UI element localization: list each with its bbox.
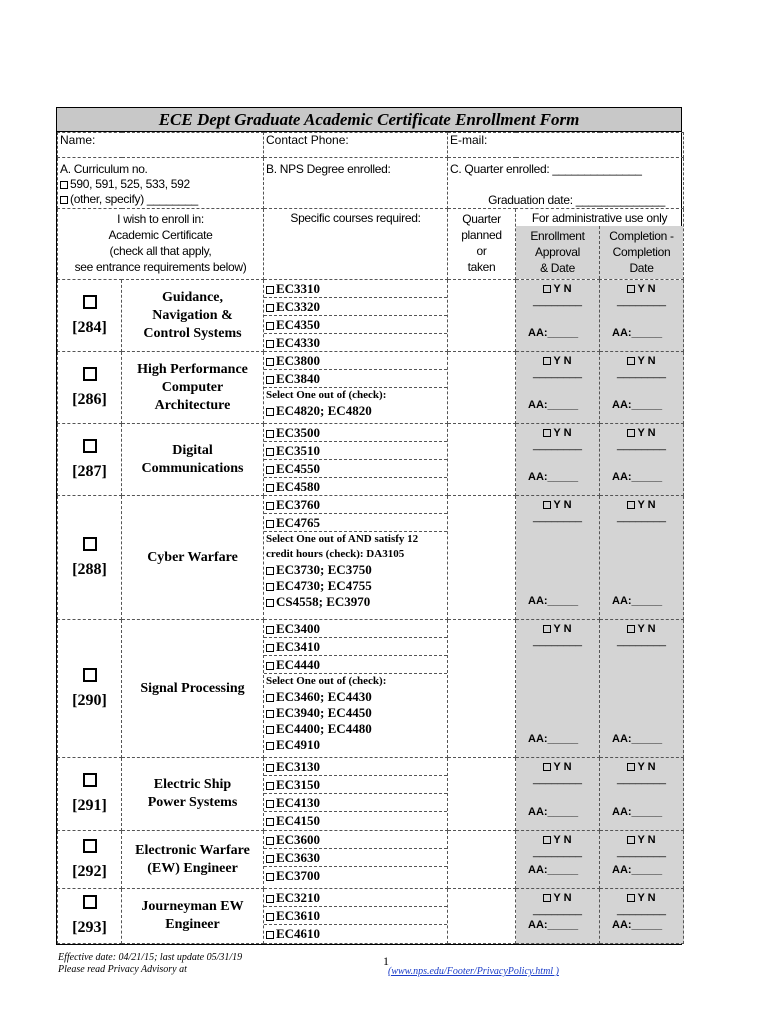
enrollment-approval-cell[interactable]	[516, 280, 600, 352]
checkbox-icon[interactable]	[266, 694, 274, 702]
checkbox-icon[interactable]	[266, 855, 274, 863]
course-code: EC4610	[276, 926, 321, 941]
date-line: ________	[617, 439, 666, 451]
course-code: EC3130	[276, 759, 321, 774]
course-code: EC4150	[276, 813, 321, 828]
checkbox-icon[interactable]	[266, 520, 274, 528]
checkbox-icon[interactable]	[266, 764, 274, 772]
course-option[interactable]	[264, 689, 447, 705]
certificate-code-cell[interactable]	[58, 889, 122, 944]
checkbox-icon[interactable]	[266, 710, 274, 718]
courses-cell	[264, 496, 448, 620]
checkbox-icon[interactable]	[60, 181, 68, 189]
date-line: ________	[533, 511, 582, 523]
course-item[interactable]	[264, 776, 447, 794]
course-item[interactable]	[264, 280, 447, 298]
certificate-name: High Performance Computer Architecture	[122, 352, 264, 424]
course-item[interactable]	[264, 370, 447, 388]
course-option[interactable]	[264, 594, 447, 610]
page-number: 1	[383, 954, 389, 968]
completion-cell[interactable]	[600, 889, 684, 944]
checkbox-icon[interactable]	[266, 286, 274, 294]
date-line: ________	[533, 773, 582, 785]
aa-label: AA:_____	[612, 733, 663, 745]
certificate-code-cell[interactable]	[58, 352, 122, 424]
checkbox-icon[interactable]	[266, 448, 274, 456]
yes-no-checkboxes[interactable]	[518, 499, 597, 511]
certificate-name: Electronic Warfare (EW) Engineer	[122, 831, 264, 889]
course-item[interactable]	[264, 478, 447, 495]
yes-no-text: Y N	[553, 892, 572, 904]
aa-label: AA:_____	[528, 595, 579, 607]
privacy-note: Please read Privacy Advisory at	[58, 964, 187, 975]
course-option-text: EC4820; EC4820	[276, 403, 372, 418]
checkbox-icon[interactable]	[266, 484, 274, 492]
enrollment-approval-cell[interactable]	[516, 889, 600, 944]
quarter-planned-cell[interactable]	[448, 424, 516, 496]
curriculum-other-text: (other, specify) ________	[70, 192, 198, 206]
certificate-code-cell[interactable]	[58, 620, 122, 758]
yes-no-text: Y N	[637, 892, 656, 904]
curriculum-cell	[58, 158, 264, 209]
course-code: EC4440	[276, 657, 321, 672]
yes-no-checkboxes[interactable]	[602, 427, 681, 439]
yes-no-text: Y N	[553, 427, 572, 439]
course-item[interactable]	[264, 812, 447, 829]
aa-label: AA:_____	[612, 595, 663, 607]
aa-label: AA:_____	[528, 327, 579, 339]
course-item[interactable]	[264, 831, 447, 849]
date-line: ________	[533, 904, 582, 916]
quarter-planned-cell[interactable]	[448, 496, 516, 620]
course-code: EC3320	[276, 299, 321, 314]
yes-no-text: Y N	[637, 623, 656, 635]
curriculum-label: A. Curriculum no.	[60, 162, 148, 176]
course-item[interactable]	[264, 849, 447, 867]
course-item[interactable]	[264, 460, 447, 478]
checkbox-icon[interactable]	[266, 818, 274, 826]
yes-no-text: Y N	[553, 283, 572, 295]
aa-label: AA:_____	[612, 399, 663, 411]
checkbox-icon[interactable]	[266, 644, 274, 652]
degree-label: B. NPS Degree enrolled:	[266, 162, 391, 176]
checkbox-icon[interactable]	[627, 285, 635, 293]
courses-cell	[264, 758, 448, 831]
enrollment-form	[56, 107, 682, 945]
course-code: EC3510	[276, 443, 321, 458]
course-option[interactable]	[264, 562, 447, 578]
certificate-name: Signal Processing	[122, 620, 264, 758]
yes-no-text: Y N	[553, 499, 572, 511]
yes-no-checkboxes[interactable]	[518, 355, 597, 367]
course-option[interactable]	[264, 705, 447, 721]
certificate-row	[58, 352, 684, 424]
course-item[interactable]	[264, 656, 447, 674]
yes-no-text: Y N	[637, 834, 656, 846]
course-item[interactable]	[264, 620, 447, 638]
checkbox-icon[interactable]	[83, 439, 97, 453]
yes-no-text: Y N	[553, 761, 572, 773]
course-item[interactable]	[264, 794, 447, 812]
checkbox-icon[interactable]	[266, 466, 274, 474]
course-item[interactable]	[264, 758, 447, 776]
date-line: ________	[617, 773, 666, 785]
course-code: EC4330	[276, 335, 321, 350]
course-code: EC3800	[276, 353, 321, 368]
certificate-name: Journeyman EW Engineer	[122, 889, 264, 944]
checkbox-icon[interactable]	[266, 340, 274, 348]
quarter-header: Quarter planned or taken	[448, 209, 516, 280]
yes-no-checkboxes[interactable]	[518, 892, 597, 904]
course-option-text: EC4730; EC4755	[276, 578, 372, 593]
course-code: EC3400	[276, 621, 321, 636]
yes-no-checkboxes[interactable]	[602, 761, 681, 773]
certificate-code: [288]	[72, 560, 107, 578]
checkbox-icon[interactable]	[627, 763, 635, 771]
enrollment-header: Enrollment Approval & Date	[516, 226, 600, 279]
yes-no-text: Y N	[637, 355, 656, 367]
yes-no-text: Y N	[553, 623, 572, 635]
certificate-code: [287]	[72, 462, 107, 480]
checkbox-icon[interactable]	[266, 408, 274, 416]
enroll-header: I wish to enroll in: Academic Certificate (check all that apply, see entrance requirements below)	[58, 209, 264, 280]
date-line: ________	[533, 439, 582, 451]
admin-header	[516, 209, 684, 280]
privacy-link[interactable]: (www.nps.edu/Footer/PrivacyPolicy.html )	[388, 966, 559, 977]
checkbox-icon[interactable]	[83, 839, 97, 853]
checkbox-icon[interactable]	[266, 599, 274, 607]
course-code: EC3210	[276, 890, 321, 905]
checkbox-icon[interactable]	[266, 895, 274, 903]
course-option[interactable]	[264, 721, 447, 737]
checkbox-icon[interactable]	[266, 873, 274, 881]
course-code: EC4130	[276, 795, 321, 810]
aa-label: AA:_____	[528, 864, 579, 876]
yes-no-text: Y N	[553, 834, 572, 846]
course-option-text: EC4400; EC4480	[276, 721, 372, 736]
checkbox-icon[interactable]	[543, 763, 551, 771]
aa-label: AA:_____	[528, 733, 579, 745]
quarter-planned-cell[interactable]	[448, 758, 516, 831]
checkbox-icon[interactable]	[266, 583, 274, 591]
completion-cell[interactable]	[600, 758, 684, 831]
course-code: EC3600	[276, 832, 321, 847]
certificate-name: Cyber Warfare	[122, 496, 264, 620]
course-option[interactable]	[264, 737, 447, 753]
checkbox-icon[interactable]	[543, 429, 551, 437]
course-code: EC3310	[276, 281, 321, 296]
certificate-name: Guidance, Navigation & Control Systems	[122, 280, 264, 352]
certificate-code: [290]	[72, 691, 107, 709]
aa-label: AA:_____	[528, 919, 579, 931]
date-line: ________	[533, 846, 582, 858]
certificate-row	[58, 280, 684, 352]
course-item[interactable]	[264, 889, 447, 907]
enrollment-approval-cell[interactable]	[516, 758, 600, 831]
checkbox-icon[interactable]	[627, 429, 635, 437]
course-code: EC3840	[276, 371, 321, 386]
checkbox-icon[interactable]	[627, 836, 635, 844]
checkbox-icon[interactable]	[543, 836, 551, 844]
course-item[interactable]	[264, 907, 447, 925]
checkbox-icon[interactable]	[83, 668, 97, 682]
graduation-label: Graduation date: ______________	[488, 193, 666, 207]
certificate-rows	[58, 280, 684, 944]
phone-label: Contact Phone:	[266, 133, 349, 147]
quarter-planned-cell[interactable]	[448, 280, 516, 352]
quarter-planned-cell[interactable]	[448, 889, 516, 944]
course-code: EC4350	[276, 317, 321, 332]
checkbox-icon[interactable]	[627, 625, 635, 633]
aa-label: AA:_____	[612, 919, 663, 931]
yes-no-checkboxes[interactable]	[518, 761, 597, 773]
checkbox-icon[interactable]	[266, 782, 274, 790]
name-label: Name:	[60, 133, 96, 147]
certificate-code-cell[interactable]	[58, 496, 122, 620]
completion-cell[interactable]	[600, 620, 684, 758]
email-label: E-mail:	[450, 133, 488, 147]
courses-cell	[264, 280, 448, 352]
yes-no-text: Y N	[637, 761, 656, 773]
yes-no-checkboxes[interactable]	[602, 834, 681, 846]
certificate-code: [291]	[72, 797, 107, 814]
course-item[interactable]	[264, 316, 447, 334]
certificate-row	[58, 496, 684, 620]
completion-header: Completion - Completion Date	[600, 226, 683, 279]
certificate-name: Digital Communications	[122, 424, 264, 496]
date-line: ________	[533, 367, 582, 379]
yes-no-checkboxes[interactable]	[602, 355, 681, 367]
form-table	[57, 132, 684, 944]
checkbox-icon[interactable]	[60, 196, 68, 204]
course-note: Select One out of (check):	[266, 675, 387, 687]
date-line: ________	[617, 846, 666, 858]
course-code: EC3610	[276, 908, 321, 923]
course-item[interactable]	[264, 867, 447, 884]
checkbox-icon[interactable]	[266, 358, 274, 366]
checkbox-icon[interactable]	[543, 357, 551, 365]
enrollment-approval-cell[interactable]	[516, 424, 600, 496]
enrollment-approval-cell[interactable]	[516, 831, 600, 889]
yes-no-checkboxes[interactable]	[518, 427, 597, 439]
certificate-code: [292]	[72, 862, 107, 880]
course-item[interactable]	[264, 496, 447, 514]
checkbox-icon[interactable]	[266, 304, 274, 312]
certificate-code-cell[interactable]	[58, 758, 122, 831]
aa-label: AA:_____	[612, 864, 663, 876]
quarter-cell[interactable]	[448, 158, 684, 209]
yes-no-checkboxes[interactable]	[602, 892, 681, 904]
course-code: EC3410	[276, 639, 321, 654]
checkbox-icon[interactable]	[266, 430, 274, 438]
checkbox-icon[interactable]	[627, 357, 635, 365]
course-note: Select One out of (check):	[266, 389, 387, 401]
admin-title: For administrative use only	[531, 211, 668, 225]
course-code: EC3150	[276, 777, 321, 792]
certificate-code: [293]	[72, 919, 107, 936]
completion-cell[interactable]	[600, 831, 684, 889]
checkbox-icon[interactable]	[543, 501, 551, 509]
course-code: EC4580	[276, 479, 321, 494]
enrollment-approval-cell[interactable]	[516, 496, 600, 620]
course-code: EC3700	[276, 868, 321, 883]
certificate-code: [286]	[72, 390, 107, 408]
aa-label: AA:_____	[528, 399, 579, 411]
checkbox-icon[interactable]	[627, 501, 635, 509]
email-field[interactable]	[448, 133, 684, 158]
courses-cell	[264, 352, 448, 424]
checkbox-icon[interactable]	[266, 913, 274, 921]
course-item[interactable]	[264, 925, 447, 942]
yes-no-text: Y N	[637, 499, 656, 511]
yes-no-checkboxes[interactable]	[602, 499, 681, 511]
curriculum-other[interactable]	[60, 192, 261, 207]
aa-label: AA:_____	[528, 806, 579, 818]
yes-no-checkboxes[interactable]	[518, 834, 597, 846]
course-option-text: EC3460; EC4430	[276, 689, 372, 704]
course-code: EC3630	[276, 850, 321, 865]
course-item[interactable]	[264, 638, 447, 656]
course-code: EC4550	[276, 461, 321, 476]
course-note: Select One out of AND satisfy 12 credit hours (check): DA3105	[266, 533, 419, 560]
checkbox-icon[interactable]	[266, 662, 274, 670]
aa-label: AA:_____	[528, 471, 579, 483]
date-line: ________	[617, 904, 666, 916]
courses-cell	[264, 424, 448, 496]
checkbox-icon[interactable]	[83, 537, 97, 551]
course-code: EC3760	[276, 497, 321, 512]
course-item[interactable]	[264, 352, 447, 370]
course-item[interactable]	[264, 334, 447, 351]
aa-label: AA:_____	[612, 327, 663, 339]
certificate-row	[58, 831, 684, 889]
date-line: ________	[533, 635, 582, 647]
course-option[interactable]	[264, 403, 447, 419]
yes-no-checkboxes[interactable]	[602, 623, 681, 635]
date-line: ________	[617, 367, 666, 379]
checkbox-icon[interactable]	[543, 625, 551, 633]
yes-no-text: Y N	[637, 283, 656, 295]
certificate-code-cell[interactable]	[58, 280, 122, 352]
checkbox-icon[interactable]	[543, 894, 551, 902]
form-title: ECE Dept Graduate Academic Certificate Enrollment Form	[57, 108, 681, 132]
quarter-planned-cell[interactable]	[448, 831, 516, 889]
degree-cell[interactable]	[264, 158, 448, 209]
completion-cell[interactable]	[600, 280, 684, 352]
yes-no-checkboxes[interactable]	[602, 283, 681, 295]
course-code: EC3500	[276, 425, 321, 440]
checkbox-icon[interactable]	[83, 773, 97, 787]
checkbox-icon[interactable]	[266, 502, 274, 510]
curriculum-options[interactable]	[60, 177, 261, 192]
checkbox-icon[interactable]	[266, 800, 274, 808]
checkbox-icon[interactable]	[266, 837, 274, 845]
yes-no-text: Y N	[553, 355, 572, 367]
certificate-row	[58, 889, 684, 944]
checkbox-icon[interactable]	[266, 626, 274, 634]
course-item[interactable]	[264, 298, 447, 316]
course-option[interactable]	[264, 578, 447, 594]
quarter-enrolled-label: C. Quarter enrolled: ______________	[450, 162, 642, 176]
course-option-text: EC3730; EC3750	[276, 562, 372, 577]
courses-header: Specific courses required:	[264, 209, 448, 280]
completion-cell[interactable]	[600, 352, 684, 424]
checkbox-icon[interactable]	[83, 895, 97, 909]
checkbox-icon[interactable]	[266, 931, 274, 939]
course-option-text: CS4558; EC3970	[276, 594, 371, 609]
footer-info	[58, 952, 242, 976]
aa-label: AA:_____	[612, 806, 663, 818]
courses-cell	[264, 889, 448, 944]
effective-date: Effective date: 04/21/15; last update 05/31/19	[58, 952, 243, 963]
course-item[interactable]	[264, 514, 447, 532]
certificate-row	[58, 758, 684, 831]
checkbox-icon[interactable]	[266, 376, 274, 384]
date-line: ________	[617, 295, 666, 307]
certificate-code: [284]	[72, 318, 107, 336]
name-field[interactable]	[58, 133, 264, 158]
checkbox-icon[interactable]	[266, 567, 274, 575]
completion-cell[interactable]	[600, 424, 684, 496]
aa-label: AA:_____	[612, 471, 663, 483]
checkbox-icon[interactable]	[266, 726, 274, 734]
certificate-name: Electric Ship Power Systems	[122, 758, 264, 831]
course-item[interactable]	[264, 442, 447, 460]
checkbox-icon[interactable]	[83, 295, 97, 309]
enrollment-approval-cell[interactable]	[516, 352, 600, 424]
phone-field[interactable]	[264, 133, 448, 158]
quarter-planned-cell[interactable]	[448, 620, 516, 758]
course-option-text: EC3940; EC4450	[276, 705, 372, 720]
checkbox-icon[interactable]	[266, 742, 274, 750]
enrollment-approval-cell[interactable]	[516, 620, 600, 758]
certificate-row	[58, 424, 684, 496]
date-line: ________	[617, 511, 666, 523]
checkbox-icon[interactable]	[266, 322, 274, 330]
date-line: ________	[533, 295, 582, 307]
quarter-planned-cell[interactable]	[448, 352, 516, 424]
course-item[interactable]	[264, 424, 447, 442]
privacy-link-wrap	[388, 966, 559, 977]
yes-no-checkboxes[interactable]	[518, 283, 597, 295]
checkbox-icon[interactable]	[83, 367, 97, 381]
course-option-text: EC4910	[276, 737, 321, 752]
date-line: ________	[617, 635, 666, 647]
checkbox-icon[interactable]	[627, 894, 635, 902]
course-code: EC4765	[276, 515, 321, 530]
certificate-code-cell[interactable]	[58, 831, 122, 889]
yes-no-text: Y N	[637, 427, 656, 439]
certificate-row	[58, 620, 684, 758]
completion-cell[interactable]	[600, 496, 684, 620]
courses-cell	[264, 620, 448, 758]
certificate-code-cell[interactable]	[58, 424, 122, 496]
yes-no-checkboxes[interactable]	[518, 623, 597, 635]
checkbox-icon[interactable]	[543, 285, 551, 293]
courses-cell	[264, 831, 448, 889]
curriculum-options-text: 590, 591, 525, 533, 592	[70, 177, 190, 191]
